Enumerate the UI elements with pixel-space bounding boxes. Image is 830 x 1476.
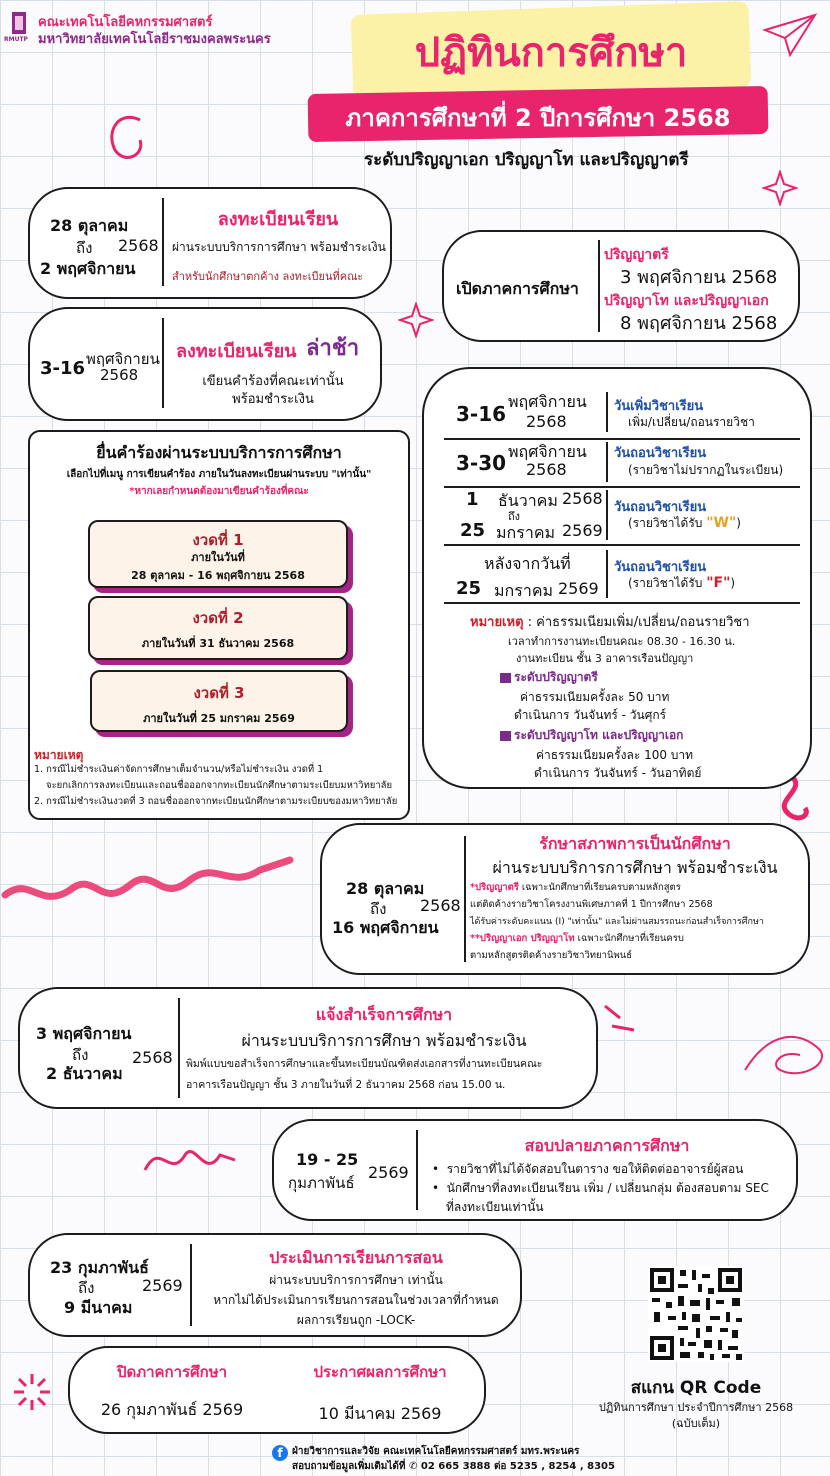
- bachelor-fee-days: ดำเนินการ วันจันทร์ - วันศุกร์: [514, 708, 667, 722]
- petition-note-2: 2. กรณีไม่ชำระเงินงวดที่ 3 ถอนชื่อออกจากทะเบียนนักศึกษาตามระเบียบของมหาวิทยาลัย: [34, 796, 398, 807]
- degree-levels: ระดับปริญญาเอก ปริญญาโท และปริญญาตรี: [364, 150, 689, 170]
- sparkle-icon: [398, 302, 434, 338]
- graduation-desc: ผ่านระบบบริการการศึกษา พร้อมชำระเงิน: [241, 1031, 527, 1050]
- drop-course-desc: (รายวิชาไม่ปรากฏในระเบียน): [628, 463, 784, 477]
- drop-course-days: 3-30: [456, 451, 507, 475]
- final-exam-year: 2569: [368, 1163, 409, 1182]
- footer-line2: สอบถามข้อมูลเพิ่มเติมได้ที่ ✆ 02 665 3888 ต่อ 5235 , 8254 , 8305: [292, 1461, 615, 1472]
- final-exam-days: 19 - 25: [296, 1150, 359, 1169]
- withdraw-w-start-year: 2568: [562, 489, 603, 508]
- bachelor-open-date: 3 พฤศจิกายน 2568: [620, 267, 778, 288]
- grad-fee: ค่าธรรมเนียมครั้งละ 100 บาท: [536, 748, 694, 762]
- final-exam-title: สอบปลายภาคการศึกษา: [524, 1136, 690, 1155]
- maintain-bachelor-line2: แต่ติดค้างรายวิชาโครงงานพิเศษภาคที่ 1 ปีการศึกษา 2568: [470, 899, 713, 910]
- withdraw-w-end-day: 25: [460, 520, 486, 541]
- course-note-label: หมายเหตุ: [470, 615, 524, 630]
- installment-3-title: งวดที่ 3: [193, 684, 245, 702]
- close-semester-label: ปิดภาคการศึกษา: [116, 1363, 228, 1381]
- petition-note-1b: จะยกเลิกการลงทะเบียนและถอนชื่อออกจากทะเบียนนักศึกษาตามระเบียบมหาวิทยาลัย: [46, 780, 393, 791]
- grade-w: "W": [706, 515, 737, 531]
- loop-icon: [140, 1140, 240, 1180]
- withdraw-f-day: 25: [456, 578, 482, 599]
- evaluation-line1: ผ่านระบบบริการการศึกษา เท่านั้น: [269, 1273, 443, 1287]
- maintain-date-end: 16 พฤศจิกายน: [332, 918, 439, 937]
- withdraw-w-end-year: 2569: [562, 521, 603, 540]
- open-semester-label: เปิดภาคการศึกษา: [456, 279, 579, 298]
- facebook-icon: f: [272, 1445, 288, 1461]
- course-fee-note: หมายเหตุ : ค่าธรรมเนียมเพิ่ม/เปลี่ยน/ถอนรายวิชา: [470, 615, 750, 630]
- university-name: มหาวิทยาลัยเทคโนโลยีราชมงคลพระนคร: [38, 32, 271, 47]
- bullet-icon: •: [432, 1162, 447, 1176]
- maintain-year: 2568: [420, 896, 461, 915]
- phone-icon: ✆: [409, 1461, 418, 1472]
- graduation-line2: อาคารเรือนปัญญา ชั้น 3 ภายในวันที่ 2 ธันวาคม 2568 ก่อน 15.00 น.: [186, 1079, 506, 1091]
- qr-line2: (ฉบับเต็ม): [671, 1417, 721, 1430]
- graduation-date-start: 3 พฤศจิกายน: [36, 1024, 132, 1043]
- installment-1-line2: 28 ตุลาคม - 16 พฤศจิกายน 2568: [131, 569, 305, 582]
- late-register-desc2: พร้อมชำระเงิน: [232, 392, 314, 407]
- petition-instruction: เลือกไปที่เมนู การเขียนคำร้อง ภายในวันลงทะเบียนผ่านระบบ "เท่านั้น": [66, 469, 372, 480]
- maintain-date-start: 28 ตุลาคม: [346, 879, 425, 898]
- withdraw-w-desc: (รายวิชาได้รับ "W"): [628, 515, 741, 531]
- page-title: ปฏิทินการศึกษา: [414, 30, 688, 76]
- evaluation-year: 2569: [142, 1276, 183, 1295]
- late-register-highlight: ล่าช้า: [306, 336, 360, 361]
- register-note: สำหรับนักศึกษาตกค้าง ลงทะเบียนที่คณะ: [172, 270, 364, 283]
- close-semester-date: 26 กุมภาพันธ์ 2569: [100, 1400, 244, 1419]
- maintain-grad-line2: ตามหลักสูตรติดค้างรายวิชาวิทยานิพนธ์: [470, 950, 633, 961]
- swirl-icon: [100, 110, 150, 170]
- office-hours: เวลาทำการงานทะเบียนคณะ 08.30 - 16.30 น.: [508, 635, 736, 648]
- maintain-grad: **ปริญญาเอก ปริญญาโท เฉพาะนักศึกษาที่เรียนครบ: [470, 933, 684, 944]
- evaluation-date-start: 23 กุมภาพันธ์: [50, 1258, 149, 1277]
- graduation-to: ถึง: [72, 1046, 89, 1064]
- logo-text: RMUTP: [4, 36, 28, 43]
- bachelor-fee-label: ระดับปริญญาตรี: [500, 668, 598, 687]
- final-exam-bullet2: • นักศึกษาที่ลงทะเบียนเรียน เพิ่ม / เปลี่ยนกลุ่ม ต้องสอบตาม SEC: [432, 1181, 769, 1195]
- paper-plane-icon: [760, 10, 820, 60]
- drop-course-year: 2568: [526, 460, 567, 479]
- add-course-year: 2568: [526, 412, 567, 431]
- graduation-year: 2568: [132, 1048, 173, 1067]
- grad-open-date: 8 พฤศจิกายน 2568: [620, 313, 778, 334]
- footer-phone: 02 665 3888 ต่อ 5235 , 8254 , 8305: [420, 1461, 615, 1472]
- petition-title: ยื่นคำร้องผ่านระบบบริการการศึกษา: [96, 443, 342, 462]
- drop-course-title: วันถอนวิชาเรียน: [614, 446, 707, 461]
- withdraw-w-end-month: มกราคม: [496, 523, 556, 542]
- register-date-end: 2 พฤศจิกายน: [40, 259, 136, 278]
- evaluation-title: ประเมินการเรียนการสอน: [269, 1248, 443, 1267]
- graduation-line1: พิมพ์แบบขอสำเร็จการศึกษาและขึ้นทะเบียนบัณฑิตส่งเอกสารที่งานทะเบียนคณะ: [186, 1058, 543, 1070]
- evaluation-to: ถึง: [78, 1279, 95, 1297]
- qr-line1: ปฏิทินการศึกษา ประจำปีการศึกษา 2568: [598, 1401, 794, 1414]
- graduation-date-end: 2 ธันวาคม: [46, 1064, 123, 1083]
- late-register-year: 2568: [100, 366, 139, 384]
- bachelor-label: ปริญญาตรี: [604, 247, 669, 263]
- withdraw-w-start-month: ธันวาคม: [498, 491, 558, 510]
- bullet-icon: •: [432, 1181, 447, 1195]
- petition-note-1a: 1. กรณีไม่ชำระเงินค่าจัดการศึกษาเต็มจำนวน/หรือไม่ชำระเงิน งวดที่ 1: [34, 764, 324, 775]
- list-icon: [500, 731, 511, 741]
- result-label: ประกาศผลการศึกษา: [313, 1363, 447, 1381]
- withdraw-w-title: วันถอนวิชาเรียน: [614, 500, 707, 515]
- evaluation-line3: ผลการเรียนถูก -LOCK-: [296, 1313, 416, 1327]
- qr-code[interactable]: [648, 1266, 744, 1362]
- withdraw-f-pre: หลังจากวันที่: [484, 554, 571, 573]
- withdraw-f-month: มกราคม: [494, 581, 554, 600]
- petition-note-title: หมายเหตุ: [34, 748, 84, 762]
- withdraw-w-to: ถึง: [508, 510, 521, 523]
- faculty-name: คณะเทคโนโลยีคหกรรมศาสตร์: [38, 15, 213, 30]
- withdraw-f-title: วันถอนวิชาเรียน: [614, 560, 707, 575]
- footer-line1: ฝ่ายวิชาการและวิจัย คณะเทคโนโลยีคหกรรมศาสตร์ มทร.พระนคร: [292, 1446, 580, 1457]
- grade-f: "F": [706, 575, 731, 591]
- final-exam-bullet2b: ที่ลงทะเบียนเท่านั้น: [446, 1200, 544, 1214]
- installment-1-title: งวดที่ 1: [192, 531, 244, 549]
- evaluation-line2: หากไม่ได้ประเมินการเรียนการสอนในช่วงเวลาที่กำหนด: [213, 1293, 499, 1307]
- qr-title: สแกน QR Code: [630, 1378, 762, 1398]
- semester-subtitle: ภาคการศึกษาที่ 2 ปีการศึกษา 2568: [345, 104, 731, 132]
- late-register-days: 3-16: [40, 358, 86, 379]
- register-to: ถึง: [76, 239, 93, 257]
- register-title: ลงทะเบียนเรียน: [217, 209, 339, 230]
- star-icon: [762, 170, 798, 206]
- maintain-bachelor: *ปริญญาตรี เฉพาะนักศึกษาที่เรียนครบตามหลักสูตร: [470, 882, 681, 893]
- installment-1-line1: ภายในวันที่: [191, 551, 245, 564]
- late-register-title: ลงทะเบียนเรียน: [176, 341, 297, 362]
- add-course-title: วันเพิ่มวิชาเรียน: [614, 399, 704, 414]
- petition-warning: *หากเลยกำหนดต้องมาเขียนคำร้องที่คณะ: [129, 486, 309, 497]
- zigzag-icon: [0, 840, 300, 930]
- late-register-month: พฤศจิกายน: [86, 350, 160, 368]
- burst-icon: [10, 1370, 54, 1414]
- graduation-title: แจ้งสำเร็จการศึกษา: [315, 1005, 453, 1024]
- grad-label: ปริญญาโท และปริญญาเอก: [604, 293, 769, 309]
- withdraw-w-start-day: 1: [466, 489, 479, 510]
- maintain-bachelor-line3: ได้รับค่าระดับคะแนน (I) "เท่านั้น" และไม่ผ่านสมรรถนะก่อนสำเร็จการศึกษา: [470, 917, 764, 927]
- grad-fee-days: ดำเนินการ วันจันทร์ - วันอาทิตย์: [534, 766, 702, 780]
- list-icon: [500, 673, 511, 683]
- installment-2-line1: ภายในวันที่ 31 ธันวาคม 2568: [141, 637, 295, 650]
- add-course-desc: เพิ่ม/เปลี่ยน/ถอนรายวิชา: [628, 415, 755, 429]
- maintain-title: รักษาสภาพการเป็นนักศึกษา: [539, 834, 731, 853]
- withdraw-f-desc: (รายวิชาได้รับ "F"): [628, 575, 736, 591]
- register-date-start: 28 ตุลาคม: [50, 216, 129, 235]
- bachelor-fee: ค่าธรรมเนียมครั้งละ 50 บาท: [520, 690, 670, 704]
- final-exam-month: กุมภาพันธ์: [288, 1174, 355, 1192]
- final-exam-bullet1: • รายวิชาที่ไม่ได้จัดสอบในตาราง ขอให้ติดต่ออาจารย์ผู้สอน: [432, 1162, 744, 1176]
- register-desc: ผ่านระบบบริการการศึกษา พร้อมชำระเงิน: [172, 240, 386, 254]
- add-course-month: พฤศจิกายน: [508, 392, 587, 411]
- evaluation-date-end: 9 มีนาคม: [64, 1298, 133, 1317]
- result-date: 10 มีนาคม 2569: [318, 1404, 442, 1423]
- register-year: 2568: [118, 236, 159, 255]
- drop-course-month: พฤศจิกายน: [508, 442, 587, 461]
- withdraw-f-year: 2569: [558, 579, 599, 598]
- office-location: งานทะเบียน ชั้น 3 อาคารเรือนปัญญา: [516, 652, 694, 665]
- maintain-desc: ผ่านระบบบริการการศึกษา พร้อมชำระเงิน: [492, 858, 778, 877]
- add-course-days: 3-16: [456, 402, 507, 426]
- grad-fee-label: ระดับปริญญาโท และปริญญาเอก: [500, 726, 683, 745]
- installment-2-title: งวดที่ 2: [192, 609, 244, 627]
- maintain-to: ถึง: [370, 900, 387, 918]
- late-register-desc1: เขียนคำร้องที่คณะเท่านั้น: [202, 374, 344, 389]
- scribble-icon: [740, 1020, 830, 1090]
- dash-marks-icon: [600, 996, 640, 1036]
- installment-3-line1: ภายในวันที่ 25 มกราคม 2569: [143, 712, 295, 725]
